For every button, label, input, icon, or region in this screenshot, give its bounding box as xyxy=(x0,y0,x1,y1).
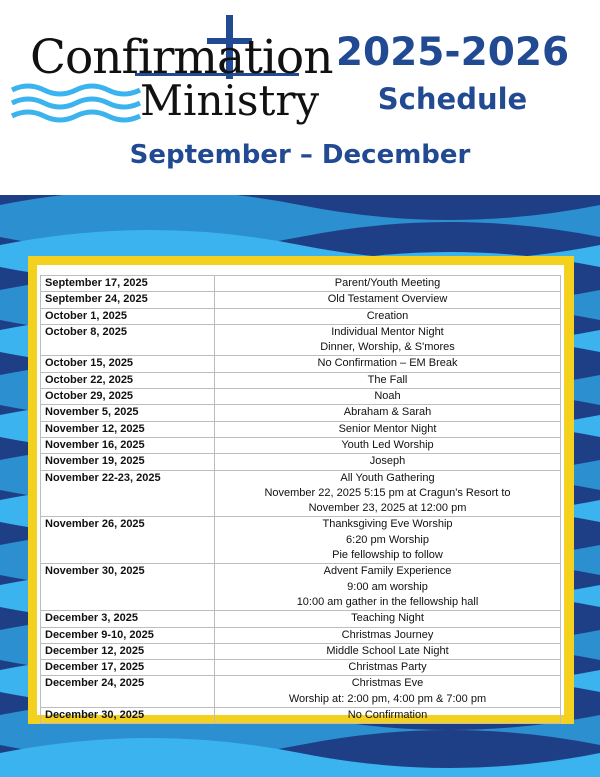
date-text: September 17, 2025 xyxy=(45,277,148,289)
date-text: November 19, 2025 xyxy=(45,455,145,468)
event-line: No Confirmation xyxy=(347,709,428,722)
date-text: December 30, 2025 xyxy=(45,709,145,722)
schedule-date xyxy=(41,372,215,388)
schedule-row xyxy=(41,372,561,388)
event-line: 6:20 pm Worship xyxy=(346,533,429,546)
date-text: November 5, 2025 xyxy=(45,406,139,419)
schedule-date xyxy=(41,627,215,643)
schedule-date xyxy=(41,708,215,724)
event-line: Worship at: 2:00 pm, 4:00 pm & 7:00 pm xyxy=(288,692,487,705)
schedule-event xyxy=(215,356,561,372)
event-line: Thanksgiving Eve Worship xyxy=(322,518,453,531)
schedule-event xyxy=(215,676,561,708)
event-line: Old Testament Overview xyxy=(327,293,448,306)
event-line: November 23, 2025 at 12:00 pm xyxy=(308,502,467,515)
schedule-row xyxy=(41,405,561,421)
schedule-row xyxy=(41,517,561,564)
schedule-date xyxy=(41,437,215,453)
schedule-date xyxy=(41,676,215,708)
schedule-date xyxy=(41,454,215,470)
date-text: September 24, 2025 xyxy=(45,293,148,306)
event-line: No Confirmation – EM Break xyxy=(317,357,458,370)
schedule-row xyxy=(41,454,561,470)
date-text: December 9-10, 2025 xyxy=(45,628,154,641)
schedule-event xyxy=(215,389,561,405)
date-text: November 22-23, 2025 xyxy=(45,471,161,484)
logo-ministry: Ministry xyxy=(140,76,320,125)
date-text: November 26, 2025 xyxy=(45,518,145,531)
schedule-table xyxy=(40,275,561,724)
schedule-date xyxy=(41,660,215,676)
schedule-date xyxy=(41,643,215,659)
event-line: The Fall xyxy=(367,373,408,386)
logo-confirmation: Confirmation xyxy=(30,30,333,85)
schedule-event xyxy=(215,708,561,724)
date-text: November 12, 2025 xyxy=(45,422,145,435)
schedule-event xyxy=(215,292,561,308)
event-line: Parent/Youth Meeting xyxy=(334,277,441,289)
schedule-row xyxy=(41,643,561,659)
months-subtitle: September – December xyxy=(129,140,471,170)
date-text: December 3, 2025 xyxy=(45,612,138,625)
event-line: Christmas Journey xyxy=(341,628,434,641)
schedule-event xyxy=(215,564,561,611)
event-line: Individual Mentor Night xyxy=(331,325,444,338)
event-line: All Youth Gathering xyxy=(340,471,435,484)
date-text: November 16, 2025 xyxy=(45,438,145,451)
date-text: October 22, 2025 xyxy=(45,373,134,386)
event-line: Noah xyxy=(374,390,401,403)
schedule-row xyxy=(41,389,561,405)
schedule-event xyxy=(215,421,561,437)
schedule-event xyxy=(215,276,561,292)
schedule-date xyxy=(41,276,215,292)
schedule-event xyxy=(215,627,561,643)
event-line: Advent Family Experience xyxy=(323,565,452,578)
schedule-date xyxy=(41,470,215,517)
schedule-date xyxy=(41,405,215,421)
event-line: Abraham & Sarah xyxy=(343,406,432,419)
schedule-row xyxy=(41,437,561,453)
date-text: October 8, 2025 xyxy=(45,325,127,338)
event-line: 9:00 am worship xyxy=(347,580,428,593)
schedule-event xyxy=(215,437,561,453)
schedule-date xyxy=(41,564,215,611)
schedule-row xyxy=(41,708,561,724)
schedule-row xyxy=(41,324,561,356)
schedule-event xyxy=(215,643,561,659)
date-text: October 1, 2025 xyxy=(45,309,127,322)
schedule-date xyxy=(41,292,215,308)
schedule-event xyxy=(215,660,561,676)
schedule-row xyxy=(41,627,561,643)
schedule-event xyxy=(215,470,561,517)
schedule-row xyxy=(41,676,561,708)
schedule-row xyxy=(41,308,561,324)
schedule-title: Schedule xyxy=(377,82,528,116)
schedule-row xyxy=(41,470,561,517)
schedule-row xyxy=(41,292,561,308)
schedule-event xyxy=(215,308,561,324)
date-text: October 15, 2025 xyxy=(45,357,134,370)
date-text: November 30, 2025 xyxy=(45,565,145,578)
schedule-event xyxy=(215,324,561,356)
event-line: Teaching Night xyxy=(351,612,424,625)
event-line: 10:00 am gather in the fellowship hall xyxy=(296,595,479,608)
event-line: Middle School Late Night xyxy=(326,644,449,657)
schedule-row xyxy=(41,421,561,437)
date-text: October 29, 2025 xyxy=(45,390,134,403)
schedule-row xyxy=(41,276,561,292)
date-text: December 17, 2025 xyxy=(45,661,145,674)
schedule-event xyxy=(215,454,561,470)
event-line: Youth Led Worship xyxy=(341,438,434,451)
event-line: Senior Mentor Night xyxy=(338,422,437,435)
schedule-date xyxy=(41,517,215,564)
event-line: November 22, 2025 5:15 pm at Cragun's Resort to xyxy=(264,486,511,499)
schedule-row xyxy=(41,660,561,676)
schedule-row xyxy=(41,564,561,611)
year-title: 2025-2026 xyxy=(335,30,570,75)
schedule-event xyxy=(215,517,561,564)
schedule-date xyxy=(41,611,215,627)
event-line: Christmas Eve xyxy=(351,677,424,690)
date-text: December 12, 2025 xyxy=(45,644,145,657)
schedule-row xyxy=(41,611,561,627)
event-line: Pie fellowship to follow xyxy=(332,549,443,562)
header xyxy=(0,0,600,195)
schedule-date xyxy=(41,421,215,437)
schedule-event xyxy=(215,372,561,388)
schedule-date xyxy=(41,308,215,324)
date-text: December 24, 2025 xyxy=(45,677,145,690)
schedule-date xyxy=(41,324,215,356)
schedule-date xyxy=(41,389,215,405)
schedule-event xyxy=(215,405,561,421)
event-line: Joseph xyxy=(369,455,406,468)
water-waves-icon xyxy=(12,86,140,120)
event-line: Christmas Party xyxy=(348,661,427,674)
event-line: Creation xyxy=(366,309,409,322)
event-line: Dinner, Worship, & S'mores xyxy=(320,341,455,354)
schedule-date xyxy=(41,356,215,372)
schedule-event xyxy=(215,611,561,627)
schedule-row xyxy=(41,356,561,372)
